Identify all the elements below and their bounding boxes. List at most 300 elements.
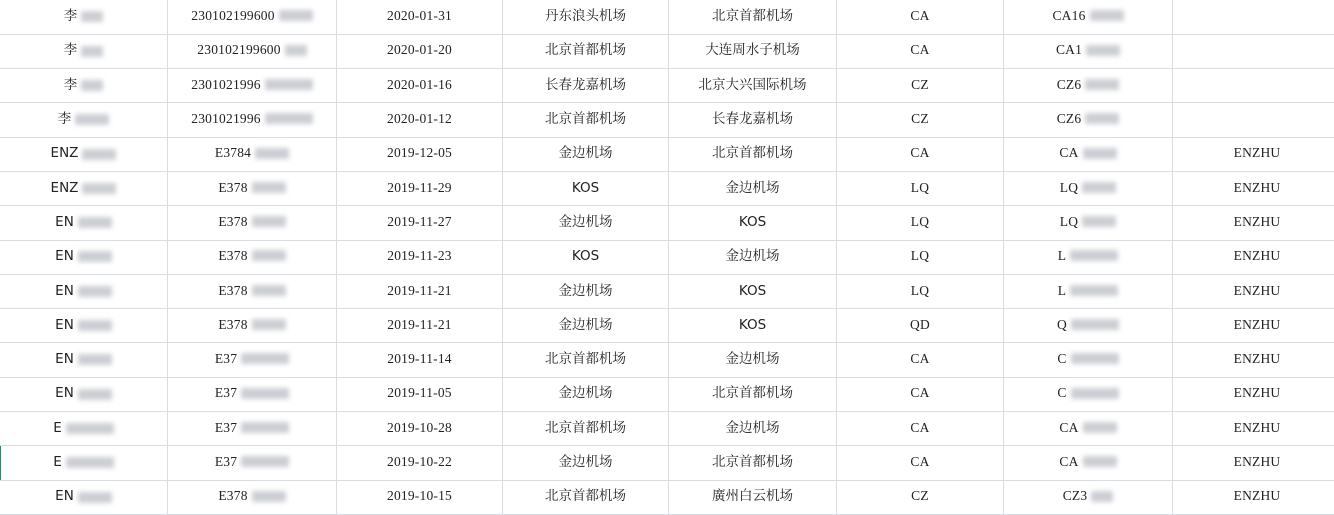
cell-passenger-name-text: EN xyxy=(55,319,74,333)
cell-id-number-inner xyxy=(191,9,312,23)
cell-flight-date xyxy=(337,446,503,480)
cell-flight-number-inner xyxy=(1063,489,1114,503)
cell-id-number xyxy=(168,274,337,308)
cell-airline-code-inner xyxy=(910,43,929,57)
cell-flight-number-inner xyxy=(1056,43,1120,57)
cell-flight-number-inner xyxy=(1060,181,1116,195)
redacted-text xyxy=(78,286,112,297)
cell-tag-inner xyxy=(1234,181,1281,195)
cell-tag-text: ENZHU xyxy=(1234,249,1281,263)
cell-passenger-name-text: EN xyxy=(55,490,74,504)
cell-flight-date xyxy=(337,343,503,377)
cell-passenger-name xyxy=(0,240,168,274)
cell-arrival-airport-inner xyxy=(712,387,793,401)
cell-airline-code xyxy=(837,480,1004,514)
table-row[interactable] xyxy=(0,343,1334,377)
cell-arrival-airport-inner xyxy=(712,147,793,161)
cell-passenger-name-text: EN xyxy=(55,216,74,230)
cell-airline-code-inner xyxy=(911,489,929,503)
cell-id-number-inner xyxy=(215,386,289,400)
cell-flight-number-text: CA xyxy=(1059,421,1078,435)
table-row[interactable] xyxy=(0,309,1334,343)
cell-passenger-name-text: 李 xyxy=(64,44,78,58)
cell-flight-date xyxy=(337,274,503,308)
cell-flight-date-inner xyxy=(387,284,452,298)
cell-arrival-airport-text: 金边机场 xyxy=(726,422,780,436)
cell-id-number-inner xyxy=(191,112,313,126)
cell-passenger-name xyxy=(0,412,168,446)
cell-tag-inner xyxy=(1234,455,1281,469)
cell-id-number-inner xyxy=(191,78,313,92)
cell-passenger-name-inner xyxy=(53,456,114,470)
cell-arrival-airport xyxy=(669,0,837,34)
cell-flight-date-inner xyxy=(387,318,452,332)
redacted-text xyxy=(1083,148,1117,159)
redacted-text xyxy=(1085,113,1119,124)
cell-passenger-name-text: 李 xyxy=(64,79,78,93)
cell-tag-inner xyxy=(1234,284,1281,298)
cell-id-number-text: E378 xyxy=(218,215,247,229)
cell-airline-code-text: CA xyxy=(910,352,929,366)
cell-tag xyxy=(1173,137,1334,171)
cell-airline-code-inner xyxy=(911,215,929,229)
cell-arrival-airport-text: 北京首都机场 xyxy=(712,387,793,401)
cell-airline-code-text: QD xyxy=(910,318,930,332)
cell-flight-date-inner xyxy=(387,146,452,160)
cell-departure-airport xyxy=(503,446,669,480)
cell-flight-date-inner xyxy=(387,421,452,435)
redacted-text xyxy=(252,319,286,330)
cell-departure-airport xyxy=(503,34,669,68)
cell-flight-date-inner xyxy=(387,489,452,503)
cell-arrival-airport-text: 金边机场 xyxy=(726,353,780,367)
cell-tag xyxy=(1173,240,1334,274)
cell-flight-date-text: 2019-12-05 xyxy=(387,146,452,160)
redacted-text xyxy=(1091,491,1113,502)
cell-passenger-name xyxy=(0,137,168,171)
cell-id-number-text: E378 xyxy=(218,318,247,332)
cell-id-number xyxy=(168,377,337,411)
cell-id-number-text: E378 xyxy=(218,284,247,298)
cell-arrival-airport xyxy=(669,480,837,514)
redacted-text xyxy=(1083,456,1117,467)
redacted-text xyxy=(66,423,114,434)
cell-airline-code xyxy=(837,343,1004,377)
table-row[interactable] xyxy=(0,206,1334,240)
cell-arrival-airport-inner xyxy=(739,216,766,230)
cell-passenger-name xyxy=(0,34,168,68)
cell-flight-date xyxy=(337,480,503,514)
cell-flight-date-inner xyxy=(387,43,452,57)
cell-airline-code xyxy=(837,446,1004,480)
cell-tag-text: ENZHU xyxy=(1234,489,1281,503)
cell-id-number-inner xyxy=(218,249,285,263)
cell-airline-code xyxy=(837,103,1004,137)
cell-flight-number-text: LQ xyxy=(1060,215,1078,229)
cell-flight-date-text: 2019-11-23 xyxy=(387,249,452,263)
cell-departure-airport-inner xyxy=(559,456,613,470)
cell-flight-date xyxy=(337,412,503,446)
redacted-text xyxy=(1070,285,1118,296)
table-row[interactable] xyxy=(0,0,1334,34)
cell-id-number xyxy=(168,309,337,343)
cell-tag-text: ENZHU xyxy=(1234,284,1281,298)
cell-id-number xyxy=(168,206,337,240)
cell-flight-date-text: 2019-11-29 xyxy=(387,181,452,195)
redacted-text xyxy=(78,320,112,331)
table-row[interactable] xyxy=(0,34,1334,68)
redacted-text xyxy=(78,354,112,365)
cell-flight-date-inner xyxy=(387,78,452,92)
cell-flight-date-inner xyxy=(387,386,452,400)
cell-airline-code-text: CZ xyxy=(911,112,929,126)
cell-flight-date xyxy=(337,377,503,411)
cell-airline-code xyxy=(837,377,1004,411)
cell-flight-number xyxy=(1004,309,1173,343)
redacted-text xyxy=(78,492,112,503)
cell-arrival-airport-text: 金边机场 xyxy=(726,182,780,196)
cell-flight-date xyxy=(337,206,503,240)
cell-flight-number xyxy=(1004,206,1173,240)
cell-departure-airport-inner xyxy=(572,250,599,264)
cell-id-number-inner xyxy=(218,215,285,229)
cell-departure-airport-inner xyxy=(572,182,599,196)
cell-passenger-name-inner xyxy=(53,422,114,436)
cell-passenger-name xyxy=(0,274,168,308)
cell-id-number-text: E37 xyxy=(215,386,237,400)
cell-departure-airport-text: 金边机场 xyxy=(559,387,613,401)
cell-flight-date xyxy=(337,34,503,68)
cell-passenger-name xyxy=(0,206,168,240)
cell-id-number-text: 230102199600 xyxy=(191,9,274,23)
redacted-text xyxy=(252,182,286,193)
cell-flight-date-inner xyxy=(387,181,452,195)
cell-arrival-airport-text: 廣州白云机场 xyxy=(712,490,793,504)
cell-airline-code-text: LQ xyxy=(911,249,929,263)
cell-passenger-name-text: 李 xyxy=(58,113,72,127)
redacted-text xyxy=(1070,250,1118,261)
redacted-text xyxy=(1085,79,1119,90)
cell-departure-airport xyxy=(503,309,669,343)
redacted-text xyxy=(78,217,112,228)
cell-flight-date xyxy=(337,171,503,205)
cell-departure-airport xyxy=(503,240,669,274)
cell-arrival-airport-text: 北京首都机场 xyxy=(712,147,793,161)
cell-id-number xyxy=(168,137,337,171)
cell-flight-number-inner xyxy=(1057,386,1118,400)
cell-departure-airport-inner xyxy=(559,285,613,299)
redacted-text xyxy=(81,46,103,57)
cell-flight-number-inner xyxy=(1058,284,1118,298)
redacted-text xyxy=(279,10,313,21)
cell-flight-date-inner xyxy=(387,9,452,23)
cell-tag xyxy=(1173,171,1334,205)
cell-flight-number-text: L xyxy=(1058,249,1066,263)
cell-arrival-airport-inner xyxy=(726,250,780,264)
cell-id-number-inner xyxy=(218,489,285,503)
cell-departure-airport xyxy=(503,137,669,171)
cell-passenger-name xyxy=(0,343,168,377)
cell-passenger-name xyxy=(0,309,168,343)
cell-departure-airport xyxy=(503,69,669,103)
cell-passenger-name-inner xyxy=(55,285,112,299)
redacted-text xyxy=(82,183,116,194)
redacted-text xyxy=(252,285,286,296)
cell-passenger-name-inner xyxy=(64,79,104,93)
redacted-text xyxy=(82,149,116,160)
cell-flight-number-text: CA xyxy=(1059,146,1078,160)
redacted-text xyxy=(241,388,289,399)
cell-flight-number xyxy=(1004,103,1173,137)
cell-id-number xyxy=(168,240,337,274)
redacted-text xyxy=(1086,45,1120,56)
redacted-text xyxy=(241,422,289,433)
cell-flight-number xyxy=(1004,240,1173,274)
cell-departure-airport-inner xyxy=(559,387,613,401)
cell-arrival-airport-text: 北京首都机场 xyxy=(712,456,793,470)
table-row[interactable] xyxy=(0,171,1334,205)
cell-flight-number xyxy=(1004,0,1173,34)
cell-tag-text: ENZHU xyxy=(1234,146,1281,160)
cell-airline-code-text: CA xyxy=(910,43,929,57)
cell-id-number-inner xyxy=(218,284,285,298)
redacted-text xyxy=(75,114,109,125)
cell-arrival-airport-inner xyxy=(726,182,780,196)
cell-passenger-name-text: ENZ xyxy=(51,182,79,196)
cell-tag-inner xyxy=(1234,352,1281,366)
cell-departure-airport-inner xyxy=(545,353,626,367)
cell-tag-text: ENZHU xyxy=(1234,215,1281,229)
redacted-text xyxy=(1071,388,1119,399)
cell-airline-code-inner xyxy=(911,78,929,92)
cell-departure-airport-text: 丹东浪头机场 xyxy=(545,10,626,24)
cell-flight-date xyxy=(337,0,503,34)
cell-id-number-inner xyxy=(215,421,289,435)
cell-arrival-airport-text: 北京大兴国际机场 xyxy=(699,79,807,93)
cell-departure-airport-text: KOS xyxy=(572,250,599,264)
cell-arrival-airport-text: 北京首都机场 xyxy=(712,10,793,24)
cell-departure-airport-text: 金边机场 xyxy=(559,216,613,230)
cell-flight-number xyxy=(1004,343,1173,377)
cell-flight-date-inner xyxy=(387,249,452,263)
cell-flight-date-inner xyxy=(387,352,452,366)
table-row[interactable] xyxy=(0,69,1334,103)
cell-airline-code-text: CA xyxy=(910,146,929,160)
cell-arrival-airport-inner xyxy=(712,113,793,127)
redacted-text xyxy=(1082,216,1116,227)
cell-flight-number-inner xyxy=(1058,249,1118,263)
table-row[interactable] xyxy=(0,377,1334,411)
cell-airline-code-text: LQ xyxy=(911,215,929,229)
cell-flight-number-text: C xyxy=(1057,386,1066,400)
cell-departure-airport-text: 北京首都机场 xyxy=(545,353,626,367)
redacted-text xyxy=(265,79,313,90)
cell-id-number xyxy=(168,480,337,514)
cell-flight-number-text: Q xyxy=(1057,318,1067,332)
cell-flight-date xyxy=(337,240,503,274)
cell-id-number xyxy=(168,69,337,103)
table-row[interactable] xyxy=(0,480,1334,514)
cell-flight-number xyxy=(1004,274,1173,308)
cell-arrival-airport xyxy=(669,446,837,480)
cell-tag xyxy=(1173,480,1334,514)
redacted-text xyxy=(252,491,286,502)
cell-id-number-text: E37 xyxy=(215,352,237,366)
cell-departure-airport-inner xyxy=(545,79,626,93)
cell-tag-inner xyxy=(1234,146,1281,160)
cell-tag xyxy=(1173,412,1334,446)
redacted-text xyxy=(241,353,289,364)
cell-passenger-name-text: EN xyxy=(55,353,74,367)
cell-airline-code-text: CA xyxy=(910,9,929,23)
redacted-text xyxy=(1083,422,1117,433)
cell-airline-code-text: LQ xyxy=(911,284,929,298)
cell-arrival-airport-text: 金边机场 xyxy=(726,250,780,264)
cell-tag xyxy=(1173,274,1334,308)
cell-flight-number-text: CA xyxy=(1059,455,1078,469)
cell-departure-airport-text: KOS xyxy=(572,182,599,196)
cell-departure-airport-text: 长春龙嘉机场 xyxy=(545,79,626,93)
cell-departure-airport xyxy=(503,412,669,446)
cell-flight-number xyxy=(1004,137,1173,171)
cell-departure-airport xyxy=(503,206,669,240)
cell-flight-number-text: C xyxy=(1057,352,1066,366)
cell-flight-number-inner xyxy=(1059,455,1116,469)
cell-arrival-airport-text: 大连周水子机场 xyxy=(705,44,800,58)
cell-flight-date-inner xyxy=(387,455,452,469)
cell-flight-number-text: CZ6 xyxy=(1057,112,1082,126)
cell-id-number-inner xyxy=(218,181,285,195)
cell-airline-code-inner xyxy=(910,421,929,435)
cell-passenger-name-text: ENZ xyxy=(51,147,79,161)
cell-passenger-name-inner xyxy=(55,216,112,230)
cell-id-number-inner xyxy=(215,146,289,160)
cell-flight-date-text: 2020-01-16 xyxy=(387,78,452,92)
cell-flight-number xyxy=(1004,412,1173,446)
cell-arrival-airport-text: 长春龙嘉机场 xyxy=(712,113,793,127)
redacted-text xyxy=(1090,10,1124,21)
table-row[interactable] xyxy=(0,240,1334,274)
redacted-text xyxy=(252,250,286,261)
cell-flight-number-text: CZ6 xyxy=(1057,78,1082,92)
cell-flight-number-inner xyxy=(1057,78,1120,92)
cell-id-number-text: E378 xyxy=(218,489,247,503)
cell-departure-airport-inner xyxy=(545,10,626,24)
cell-departure-airport xyxy=(503,377,669,411)
cell-flight-number xyxy=(1004,69,1173,103)
cell-airline-code-inner xyxy=(910,386,929,400)
cell-airline-code xyxy=(837,240,1004,274)
cell-departure-airport-inner xyxy=(545,113,626,127)
redacted-text xyxy=(1071,319,1119,330)
cell-flight-date-inner xyxy=(387,112,452,126)
cell-arrival-airport-inner xyxy=(739,319,766,333)
cell-id-number xyxy=(168,343,337,377)
cell-tag xyxy=(1173,343,1334,377)
cell-departure-airport-text: 北京首都机场 xyxy=(545,44,626,58)
table-row[interactable] xyxy=(0,137,1334,171)
cell-passenger-name xyxy=(0,0,168,34)
redacted-text xyxy=(285,45,307,56)
cell-departure-airport-text: 北京首都机场 xyxy=(545,490,626,504)
cell-id-number-inner xyxy=(197,43,306,57)
cell-tag xyxy=(1173,206,1334,240)
cell-tag-inner xyxy=(1234,318,1281,332)
redacted-text xyxy=(81,11,103,22)
cell-arrival-airport-inner xyxy=(712,10,793,24)
cell-departure-airport xyxy=(503,103,669,137)
cell-arrival-airport-text: KOS xyxy=(739,319,766,333)
cell-airline-code xyxy=(837,69,1004,103)
cell-passenger-name-inner xyxy=(55,387,112,401)
cell-airline-code-inner xyxy=(911,181,929,195)
cell-arrival-airport xyxy=(669,377,837,411)
cell-tag-inner xyxy=(1234,489,1281,503)
cell-departure-airport xyxy=(503,0,669,34)
cell-tag xyxy=(1173,69,1334,103)
cell-arrival-airport-inner xyxy=(705,44,800,58)
cell-id-number xyxy=(168,412,337,446)
cell-airline-code xyxy=(837,34,1004,68)
table-row[interactable] xyxy=(0,274,1334,308)
cell-departure-airport-text: 金边机场 xyxy=(559,456,613,470)
cell-airline-code xyxy=(837,309,1004,343)
cell-arrival-airport xyxy=(669,69,837,103)
cell-flight-date xyxy=(337,69,503,103)
cell-arrival-airport xyxy=(669,137,837,171)
cell-tag-text: ENZHU xyxy=(1234,352,1281,366)
redacted-text xyxy=(81,80,103,91)
cell-airline-code-text: CA xyxy=(910,455,929,469)
table-row[interactable] xyxy=(0,446,1334,480)
cell-passenger-name xyxy=(0,69,168,103)
cell-id-number-text: E37 xyxy=(215,455,237,469)
cell-flight-date-text: 2019-11-21 xyxy=(387,284,452,298)
cell-departure-airport xyxy=(503,343,669,377)
cell-departure-airport xyxy=(503,480,669,514)
cell-airline-code xyxy=(837,137,1004,171)
cell-id-number-text: E378 xyxy=(218,249,247,263)
cell-airline-code-text: CA xyxy=(910,421,929,435)
redacted-text xyxy=(78,389,112,400)
cell-arrival-airport xyxy=(669,412,837,446)
cell-flight-number-inner xyxy=(1057,112,1120,126)
cell-arrival-airport xyxy=(669,34,837,68)
cell-departure-airport-text: 北京首都机场 xyxy=(545,113,626,127)
cell-flight-number-text: L xyxy=(1058,284,1066,298)
cell-passenger-name-inner xyxy=(51,182,117,196)
cell-tag-text: ENZHU xyxy=(1234,386,1281,400)
cell-flight-number-text: LQ xyxy=(1060,181,1078,195)
cell-tag-text: ENZHU xyxy=(1234,455,1281,469)
cell-arrival-airport xyxy=(669,206,837,240)
cell-airline-code-inner xyxy=(911,249,929,263)
cell-flight-date-text: 2019-10-28 xyxy=(387,421,452,435)
cell-airline-code-text: LQ xyxy=(911,181,929,195)
cell-flight-number-inner xyxy=(1059,421,1116,435)
cell-flight-date-text: 2019-10-22 xyxy=(387,455,452,469)
cell-id-number xyxy=(168,34,337,68)
cell-arrival-airport-inner xyxy=(712,456,793,470)
cell-airline-code xyxy=(837,274,1004,308)
cell-flight-number xyxy=(1004,34,1173,68)
cell-passenger-name-inner xyxy=(55,250,112,264)
cell-arrival-airport-text: KOS xyxy=(739,285,766,299)
cell-flight-date-text: 2019-10-15 xyxy=(387,489,452,503)
table-row[interactable] xyxy=(0,412,1334,446)
table-row[interactable] xyxy=(0,103,1334,137)
cell-flight-date-text: 2020-01-20 xyxy=(387,43,452,57)
